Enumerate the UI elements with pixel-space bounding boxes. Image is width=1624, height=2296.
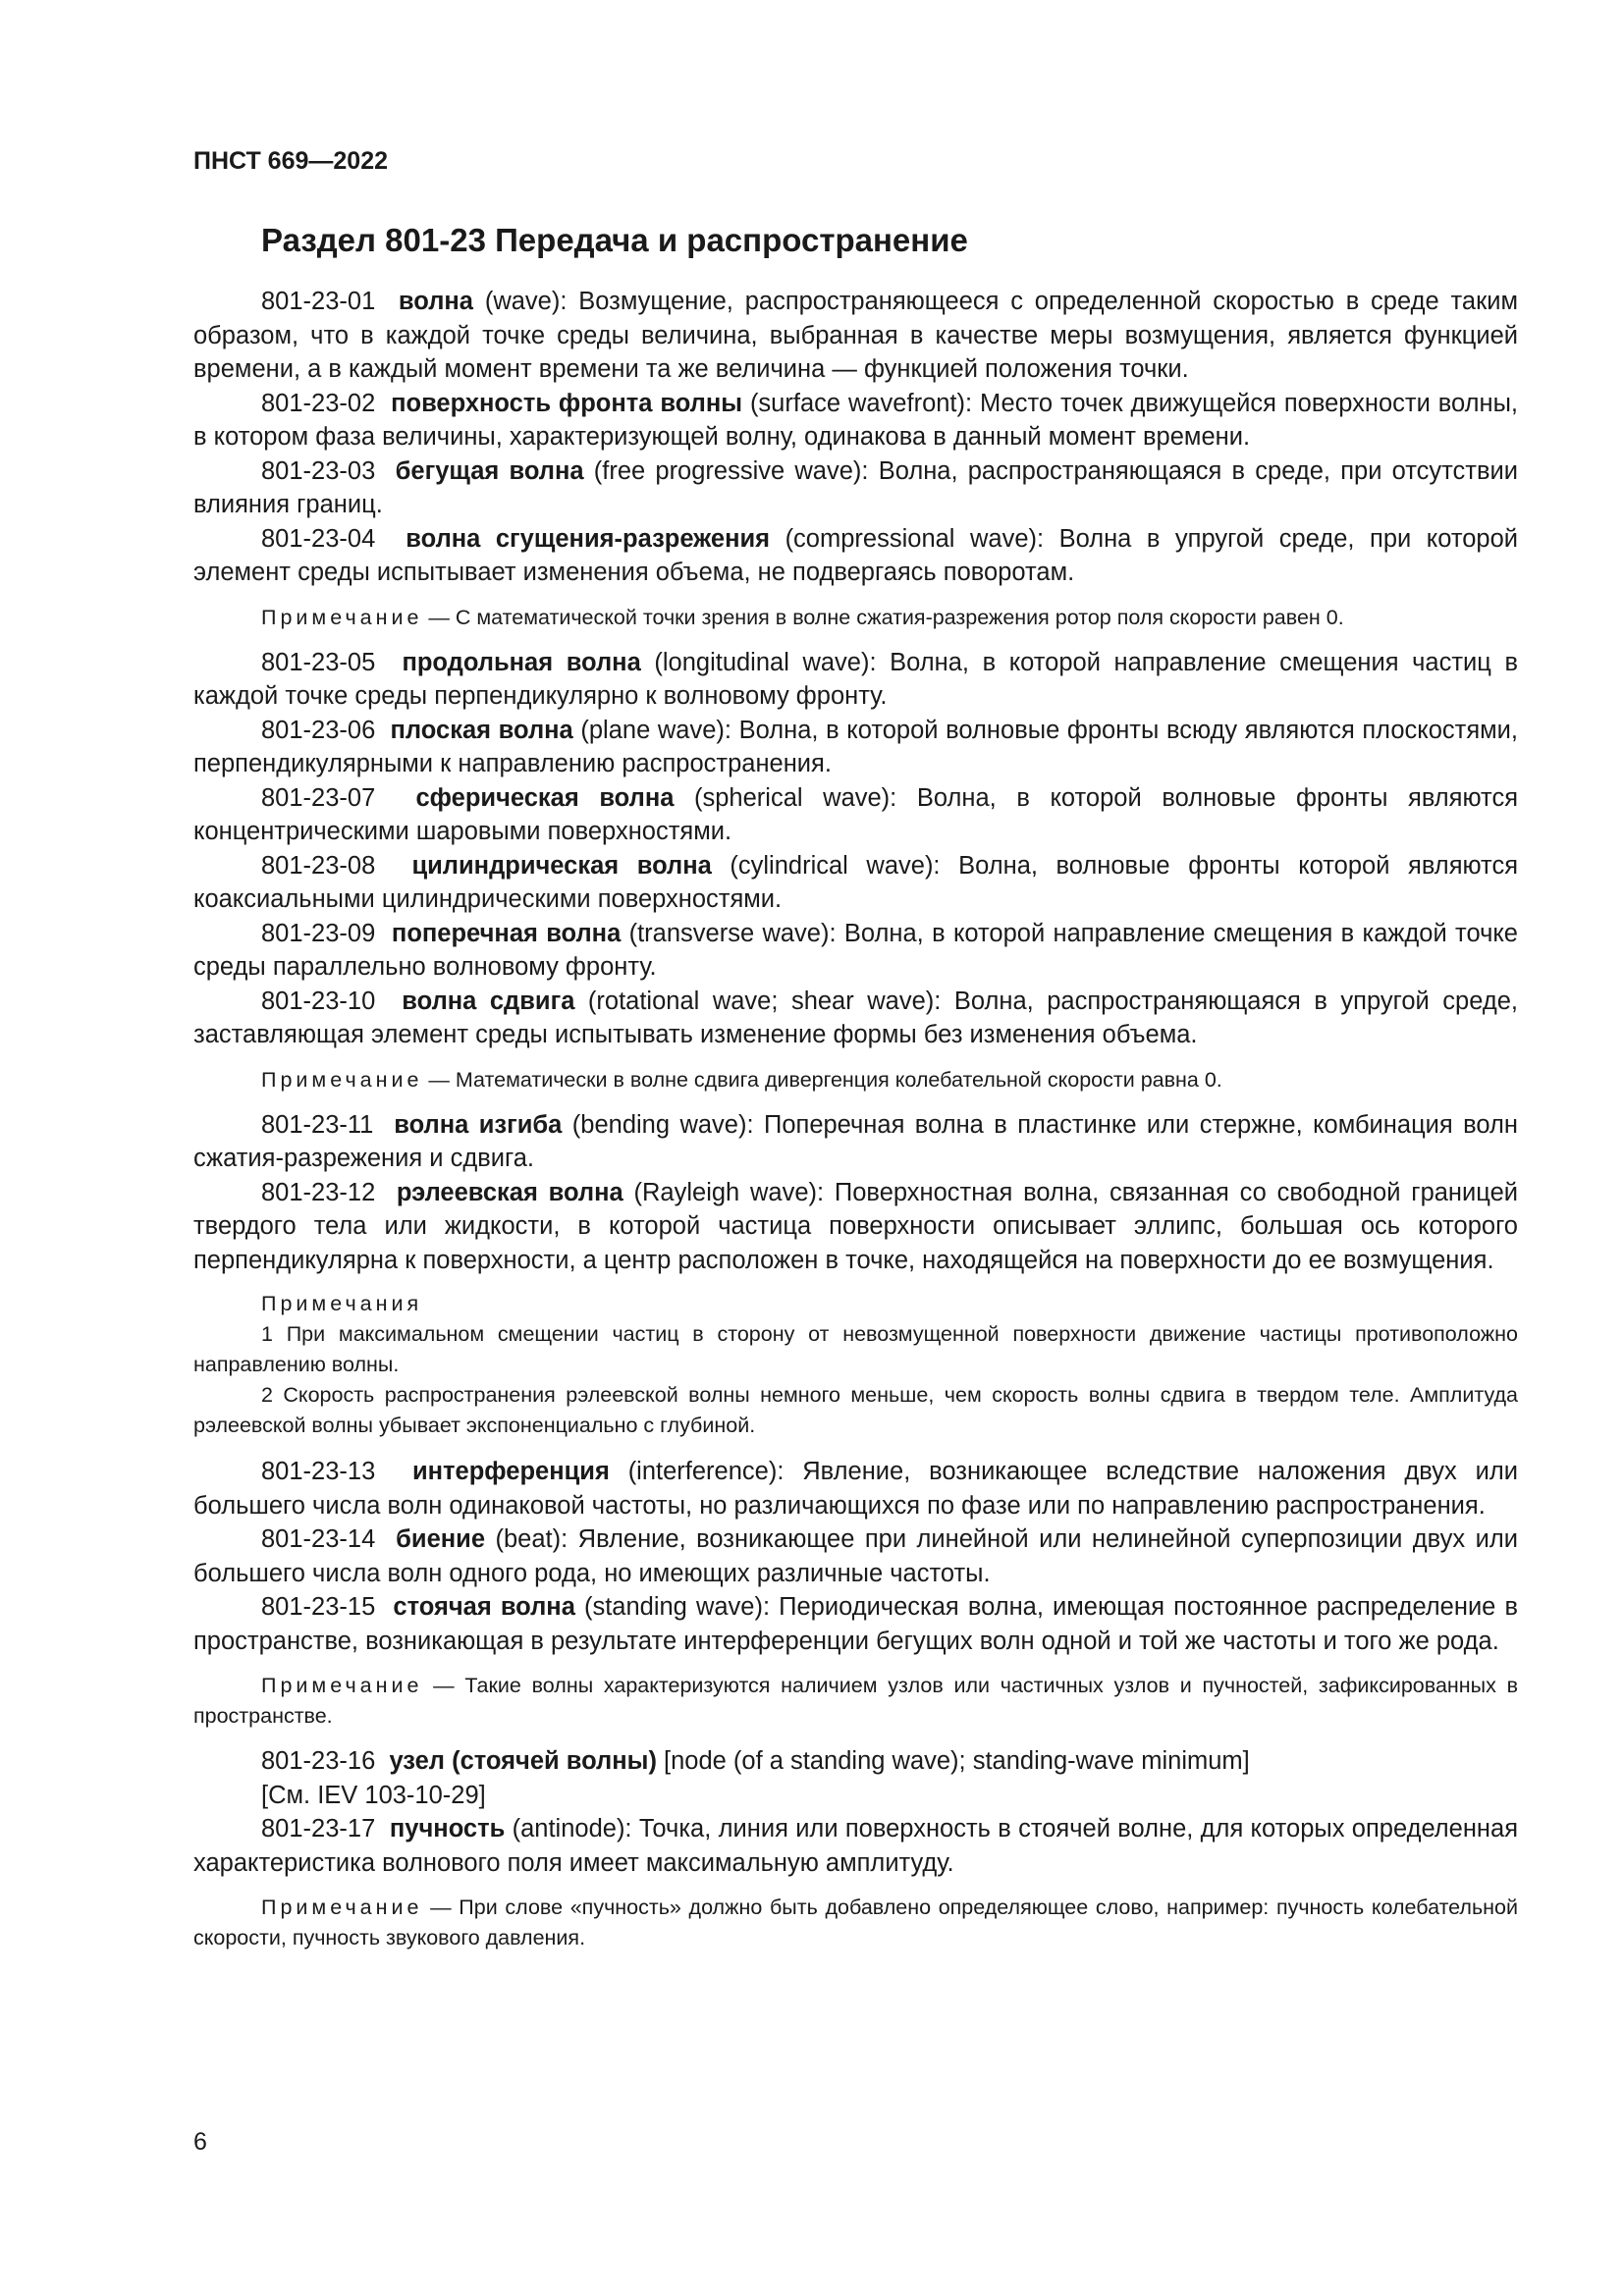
term-name: биение: [396, 1525, 486, 1553]
term-definition: (free progressive wave): Волна, распространяющаяся в среде, при отсутствии влияния границ.: [193, 456, 1518, 518]
term-definition: (compressional wave): Волна в упругой среде, при которой элемент среды испытывает изменения объема, не подвергаясь поворотам.: [193, 524, 1519, 586]
term-entry: [193, 1522, 1518, 1590]
term-number: 801-23-01: [261, 288, 376, 315]
term-definition: (rotational wave; shear wave): Волна, распространяющаяся в упругой среде, заставляющая элемент среды испытывать изменение формы без изменения объема.: [193, 987, 1518, 1048]
note-label: Примечание: [261, 605, 423, 629]
section-title: Раздел 801-23 Передача и распространение: [261, 222, 968, 258]
term-name: интерференция: [411, 1458, 610, 1485]
term-name: поверхность фронта волны: [391, 389, 743, 417]
term-name: цилиндрическая волна: [411, 851, 712, 880]
term-number: 801-23-03: [261, 456, 376, 485]
term-entry: [193, 714, 1518, 781]
term-definition: (standing wave): Периодическая волна, имеющая постоянное распределение в пространстве, возникающая в результате интерференции бегущих волн одной и той же частоты и того же рода.: [193, 1593, 1518, 1655]
term-number: 801-23-15: [261, 1593, 376, 1621]
term-definition: (plane wave): Волна, в которой волновые фронты всюду являются плоскостями, перпендикулярными к направлению распространения.: [193, 716, 1519, 777]
term-number: 801-23-11: [261, 1110, 374, 1139]
note-text: — Такие волны характеризуются наличием узлов или частичных узлов и пучностей, зафиксированных в пространстве.: [193, 1674, 1518, 1728]
term-definition: (beat): Явление, возникающее при линейной или нелинейной суперпозиции двух или большего числа волн одного рода, но имеющих различные частоты.: [193, 1525, 1518, 1587]
term-entry: [193, 1812, 1518, 1880]
term-name: рэлеевская волна: [396, 1178, 623, 1206]
note-item: 1 При максимальном смещении частиц в сторону от невозмущенной поверхности движение частицы противоположно направлению волны.: [193, 1322, 1518, 1376]
term-number: 801-23-14: [261, 1525, 376, 1553]
term-number: 801-23-08: [261, 851, 376, 880]
term-number: 801-23-07: [261, 783, 376, 812]
term-number: 801-23-13: [261, 1458, 376, 1485]
note-label: Примечание: [261, 1067, 423, 1092]
term-entry: [193, 849, 1518, 917]
note: [193, 1893, 1518, 1953]
term-name: продольная волна: [402, 648, 641, 676]
term-definition: (longitudinal wave): Волна, в которой направление смещения частиц в каждой точке среды перпендикулярно к волновому фронту.: [193, 648, 1519, 710]
term-number: 801-23-04: [261, 524, 376, 553]
note: [193, 603, 1518, 633]
page-number: 6: [193, 2128, 207, 2156]
term-definition: (bending wave): Поперечная волна в пластинке или стержне, комбинация волн сжатия-разрежения и сдвига.: [193, 1110, 1519, 1172]
term-name: сферическая волна: [415, 783, 675, 812]
term-entry: [193, 646, 1518, 714]
term-entry: [193, 781, 1518, 849]
term-name: бегущая волна: [395, 456, 584, 485]
term-definition: (interference): Явление, возникающее вследствие наложения двух или большего числа волн одинаковой частоты, но различающихся по фазе или по направлению распространения.: [193, 1458, 1518, 1520]
note: [193, 1065, 1518, 1095]
note-item: 2 Скорость распространения рэлеевской волны немного меньше, чем скорость волны сдвига в твердом теле. Амплитуда рэлеевской волны убывает экспоненциально с глубиной.: [193, 1383, 1518, 1437]
term-entry: [193, 1176, 1518, 1278]
term-name: стоячая волна: [393, 1593, 575, 1621]
note-text: — Математически в волне сдвига дивергенция колебательной скорости равна 0.: [422, 1067, 1222, 1092]
term-definition: (Rayleigh wave): Поверхностная волна, связанная со свободной границей твердого тела или жидкости, в которой частица поверхности описывает эллипс, большая ось которого перпендикулярна к поверхности, а центр расположен в точке, находящейся на поверхности до ее возмущения.: [193, 1178, 1518, 1274]
term-definition: (cylindrical wave): Волна, волновые фронты которой являются коаксиальными цилиндрическими поверхностями.: [193, 851, 1519, 913]
term-entry: [193, 454, 1518, 522]
note-text: — При слове «пучность» должно быть добавлено определяющее слово, например: пучность колебательной скорости, пучность звукового давления.: [193, 1896, 1518, 1949]
term-entry: [193, 387, 1518, 454]
term-number: 801-23-05: [261, 648, 376, 676]
note: [193, 1671, 1518, 1732]
term-name: волна: [398, 288, 473, 315]
term-entry: [193, 522, 1518, 590]
term-name: волна сгущения-разрежения: [406, 524, 771, 553]
term-entry: [193, 985, 1518, 1052]
notes-title: Примечания: [261, 1292, 423, 1315]
term-entry: [193, 1455, 1518, 1522]
term-number: 801-23-17: [261, 1815, 376, 1842]
term-number: 801-23-10: [261, 987, 376, 1015]
term-number: 801-23-16: [261, 1747, 376, 1775]
term-name: плоская волна: [390, 716, 573, 744]
term-reference: [См. IEV 103-10-29]: [261, 1781, 486, 1809]
term-definition: (transverse wave): Волна, в которой направление смещения в каждой точке среды параллельно волновому фронту.: [193, 919, 1518, 981]
term-name: поперечная волна: [391, 919, 622, 947]
note-label: Примечание: [261, 1896, 423, 1919]
term-definition: (wave): Возмущение, распространяющееся с определенной скоростью в среде таким образом, что в каждой точке среды величина, выбранная в качестве меры возмущения, является функцией времени, а в каждый момент времени та же величина — функцией положения точки.: [193, 288, 1519, 383]
terms-content: [193, 285, 1518, 1966]
term-entry: [193, 1590, 1518, 1658]
term-entry: [193, 1744, 1518, 1812]
term-number: 801-23-06: [261, 716, 376, 744]
term-definition: (surface wavefront): Место точек движущейся поверхности волны, в котором фаза величины, характеризующей волну, одинакова в данный момент времени.: [193, 389, 1519, 451]
term-name: пучность: [389, 1815, 506, 1842]
term-definition: [node (of a standing wave); standing-wave minimum]: [656, 1747, 1250, 1775]
term-definition: (antinode): Точка, линия или поверхность в стоячей волне, для которых определенная характеристика волнового поля имеет максимальную амплитуду.: [193, 1815, 1518, 1877]
term-name: волна изгиба: [394, 1110, 563, 1139]
term-entry: [193, 1108, 1518, 1176]
term-number: 801-23-09: [261, 919, 376, 947]
note-label: Примечание: [261, 1674, 423, 1697]
note-text: — С математической точки зрения в волне сжатия-разрежения ротор поля скорости равен 0.: [422, 605, 1344, 629]
term-definition: (spherical wave): Волна, в которой волновые фронты являются концентрическими шаровыми поверхностями.: [193, 783, 1519, 845]
term-number: 801-23-12: [261, 1178, 376, 1206]
term-entry: [193, 285, 1518, 387]
term-name: узел (стоячей волны): [389, 1747, 657, 1775]
notes-list: [193, 1289, 1518, 1441]
term-name: волна сдвига: [402, 987, 575, 1015]
term-number: 801-23-02: [261, 389, 376, 417]
term-entry: [193, 917, 1518, 985]
document-code: ПНСТ 669—2022: [193, 147, 388, 175]
